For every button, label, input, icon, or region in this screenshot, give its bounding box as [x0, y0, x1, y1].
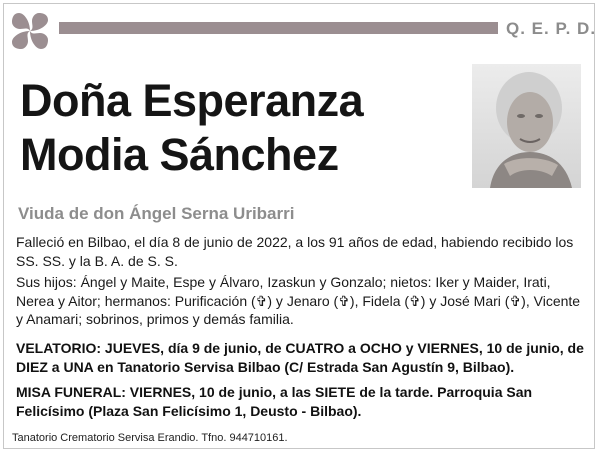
family-paragraph: Sus hijos: Ángel y Maite, Espe y Álvaro, Izaskun y Gonzalo; nietos: Iker y Maider, Irati, Nerea y Aitor; hermanos: Purificación (✞) y Jenaro (✞), Fidela (✞) y José Mari (✞), Vicente y Anamari; sobrinos, primos y demás familia. [16, 274, 581, 327]
funeral-home-footer: Tanatorio Crematorio Servisa Erandio. Tfno. 944710161. [12, 432, 288, 444]
wake-paragraph: VELATORIO: JUEVES, día 9 de junio, de CUATRO a OCHO y VIERNES, 10 de junio, de DIEZ a UNA en Tanatorio Servisa Bilbao (C/ Estrada San Agustín 9, Bilbao). [16, 340, 584, 375]
deceased-name-line2: Modia Sánchez [20, 129, 339, 180]
widow-of-line: Viuda de don Ángel Serna Uribarri [18, 204, 295, 223]
header-rule [59, 22, 498, 34]
death-paragraph: Falleció en Bilbao, el día 8 de junio de 2022, a los 91 años de edad, habiendo recibido los SS. SS. y la B. A. de S. S. [16, 234, 574, 269]
lauburu-icon [8, 9, 52, 53]
portrait-image [472, 64, 581, 188]
deceased-name-line1: Doña Esperanza [20, 75, 364, 126]
deceased-photo [472, 64, 581, 188]
deceased-name [20, 74, 363, 182]
funeral-paragraph: MISA FUNERAL: VIERNES, 10 de junio, a las SIETE de la tarde. Parroquia San Felicísimo (Plaza San Felicísimo 1, Deusto - Bilbao). [16, 384, 533, 419]
qepd-label: Q. E. P. D. [506, 19, 597, 38]
